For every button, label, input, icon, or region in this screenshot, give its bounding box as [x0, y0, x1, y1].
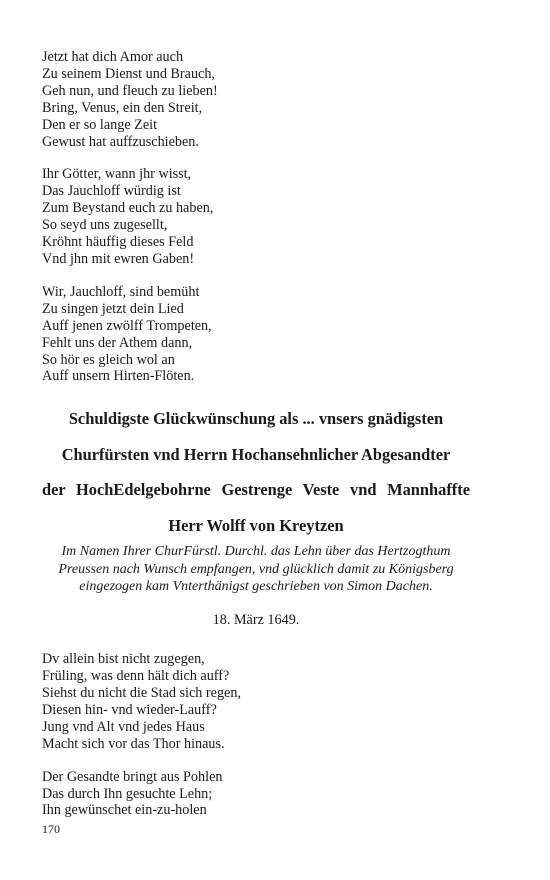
- stanza-2: [42, 166, 470, 267]
- poem-second: [42, 651, 470, 819]
- verse-line: So hör es gleich wol an: [42, 351, 175, 368]
- verse-line: Ihn gewünschet ein-zu-holen: [42, 802, 207, 819]
- verse-line: Dv allein bist nicht zugegen,: [42, 651, 205, 668]
- verse-line: Gewust hat auffzuschieben.: [42, 133, 199, 150]
- subtitle-line: Im Namen Ihrer ChurFürstl. Durchl. das Lehn über das Hertzogthum: [61, 544, 451, 560]
- stanza-3: [42, 284, 470, 385]
- verse-line: Kröhnt häuffig dieses Feld: [42, 234, 194, 251]
- subtitle-line: Preussen nach Wunsch empfangen, vnd glücklich damit zu Königsberg: [58, 561, 454, 577]
- verse-line: Zu seinem Dienst und Brauch,: [42, 65, 215, 82]
- verse-line: Wir, Jauchloff, sind bemüht: [42, 283, 200, 300]
- subtitle-line: eingezogen kam Vnterthänigst geschrieben von Simon Dachen.: [79, 578, 433, 594]
- verse-line: Der Gesandte bringt aus Pohlen: [42, 768, 223, 785]
- verse-line: Den er so lange Zeit: [42, 116, 158, 133]
- verse-line: Bring, Venus, ein den Streit,: [42, 99, 203, 116]
- verse-line: Diesen hin- vnd wieder-Lauff?: [42, 701, 217, 718]
- verse-line: Auff unsern Hirten-Flöten.: [42, 368, 195, 385]
- verse-line: Das Jauchloff würdig ist: [42, 183, 181, 200]
- verse-line: Jetzt hat dich Amor auch: [42, 49, 184, 65]
- page-number: 170: [42, 822, 60, 836]
- verse-line: So seyd uns zugesellt,: [42, 217, 168, 234]
- verse-line: Das durch Ihn gesuchte Lehn;: [42, 785, 213, 802]
- verse-line: Zum Beystand euch zu haben,: [42, 200, 214, 217]
- document-page: [42, 49, 470, 835]
- poem-date: 18. März 1649.: [212, 612, 300, 629]
- title-line: der HochEdelgebohrne Gestrenge Veste vnd Mannhaffte: [42, 480, 470, 500]
- verse-line: Früling, was denn hält dich auff?: [42, 668, 230, 685]
- verse-line: Vnd jhn mit ewren Gaben!: [42, 250, 195, 267]
- verse-line: Macht sich vor das Thor hinaus.: [42, 735, 225, 752]
- verse-line: Auff jenen zwölff Trompeten,: [42, 317, 212, 334]
- verse-line: Jung vnd Alt vnd jedes Haus: [42, 718, 205, 735]
- verse-line: Zu singen jetzt dein Lied: [42, 300, 184, 317]
- title-line: Churfürsten vnd Herrn Hochansehnlicher Abgesandter: [61, 444, 451, 464]
- verse-line: Geh nun, und fleuch zu lieben!: [42, 82, 218, 99]
- poem-subtitle: [42, 543, 470, 595]
- stanza-1: [42, 651, 470, 752]
- verse-line: Siehst du nicht die Stad sich regen,: [42, 685, 241, 702]
- stanza-1: [42, 49, 470, 150]
- title-line: Schuldigste Glückwünschung als ... vnsers gnädigsten: [68, 409, 444, 429]
- verse-line: Ihr Götter, wann jhr wisst,: [42, 166, 192, 183]
- stanza-2: [42, 769, 470, 820]
- title-line: Herr Wolff von Kreytzen: [168, 515, 344, 535]
- poem-first: [42, 49, 470, 385]
- verse-line: Fehlt uns der Athem dann,: [42, 334, 193, 351]
- poem-heading: [42, 401, 470, 543]
